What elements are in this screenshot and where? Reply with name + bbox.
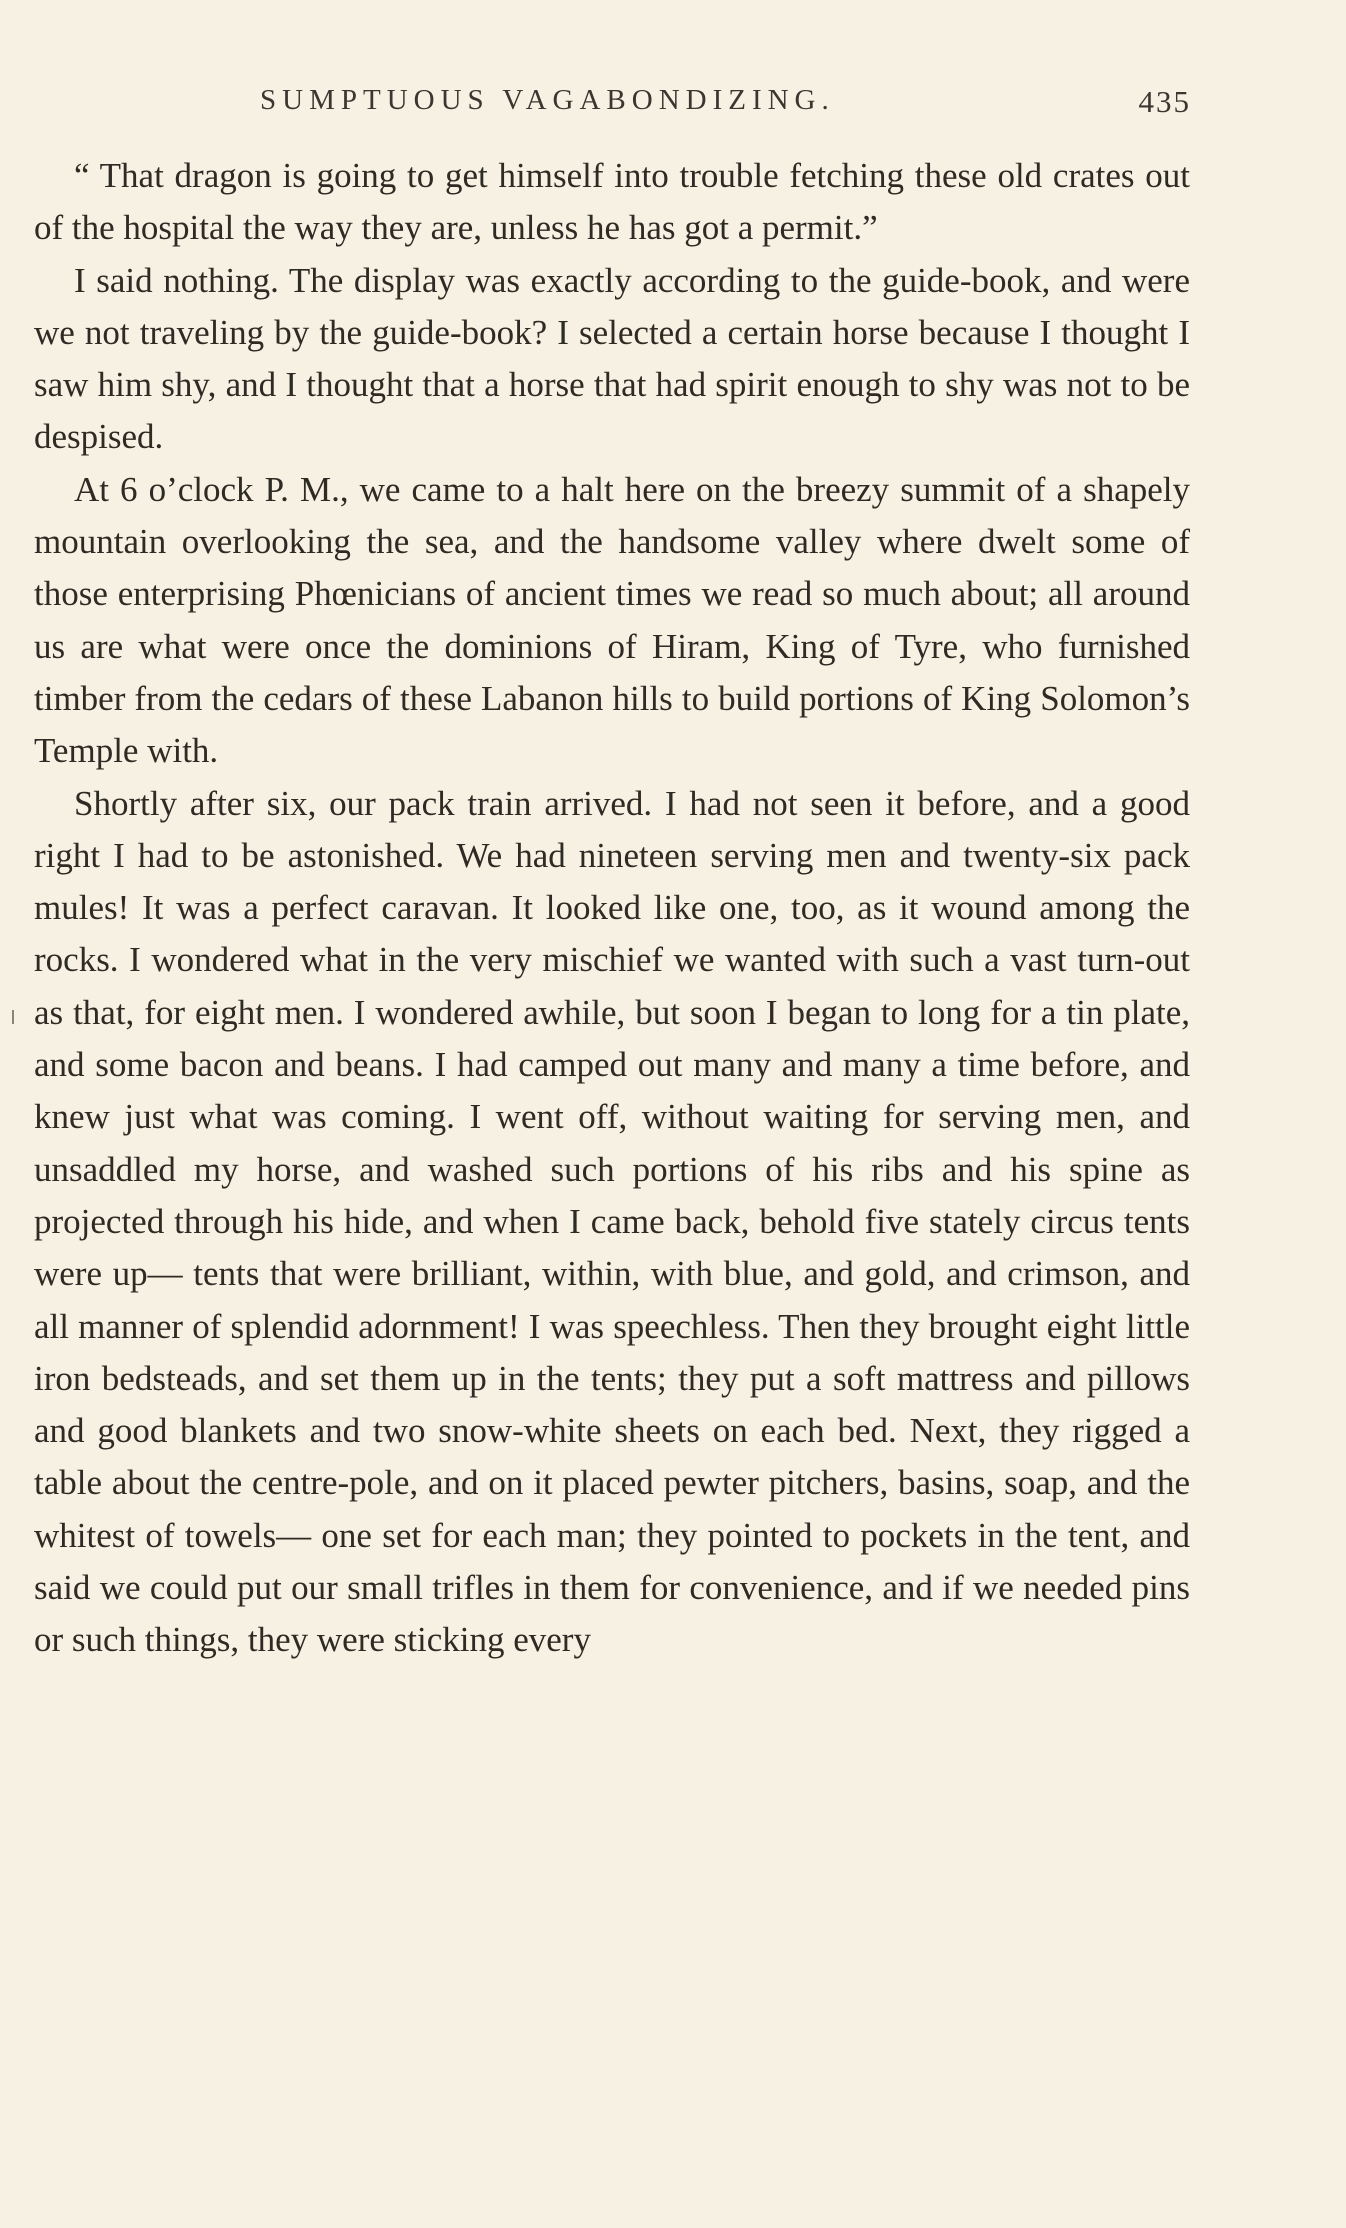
- paragraph-pack-train: Shortly after six, our pack train arrived. I had not seen it before, and a good right I had to be astonished. We had nineteen serving men and twenty-six pack mules! It was a perfect caravan. It looked like one, too, as it wound among the rocks. I wondered what in the very mischief we wanted with such a vast turn-out as that, for eight men. I wondered awhile, but soon I began to long for a tin plate, and some bacon and beans. I had camped out many and many a time before, and knew just what was coming. I went off, without waiting for serving men, and unsaddled my horse, and washed such portions of his ribs and his spine as projected through his hide, and when I came back, behold five stately circus tents were up— tents that were brilliant, within, with blue, and gold, and crimson, and all manner of splendid adornment! I was speechless. Then they brought eight little iron bedsteads, and set them up in the tents; they put a soft mattress and pillows and good blankets and two snow-white sheets on each bed. Next, they rigged a table about the centre-pole, and on it placed pewter pitchers, basins, soap, and the whitest of towels— one set for each man; they pointed to pockets in the tent, and said we could put our small trifles in them for convenience, and if we needed pins or such things, they were sticking every: [34, 783, 1190, 1660]
- body-text: [34, 150, 1190, 1667]
- page-number: 435: [1138, 84, 1191, 119]
- paragraph-guide-book: I said nothing. The display was exactly according to the guide-book, and were we not traveling by the guide-book? I selected a certain horse because I thought I saw him shy, and I thought that a horse that had spirit enough to shy was not to be despised.: [34, 260, 1190, 457]
- running-head: [260, 84, 1191, 134]
- paragraph-quote: “ That dragon is going to get himself into trouble fetching these old crates out of the hospital the way they are, unless he has got a permit.”: [34, 156, 1190, 248]
- margin-mark: [12, 1010, 14, 1024]
- running-title: SUMPTUOUS VAGABONDIZING.: [260, 84, 835, 116]
- paragraph-halt: At 6 o’clock P. M., we came to a halt here on the breezy summit of a shapely mountain overlooking the sea, and the handsome valley where dwelt some of those enterprising Phœnicians of ancient times we read so much about; all around us are what were once the dominions of Hiram, King of Tyre, who furnished timber from the cedars of these Labanon hills to build portions of King Solomon’s Temple with.: [34, 469, 1190, 771]
